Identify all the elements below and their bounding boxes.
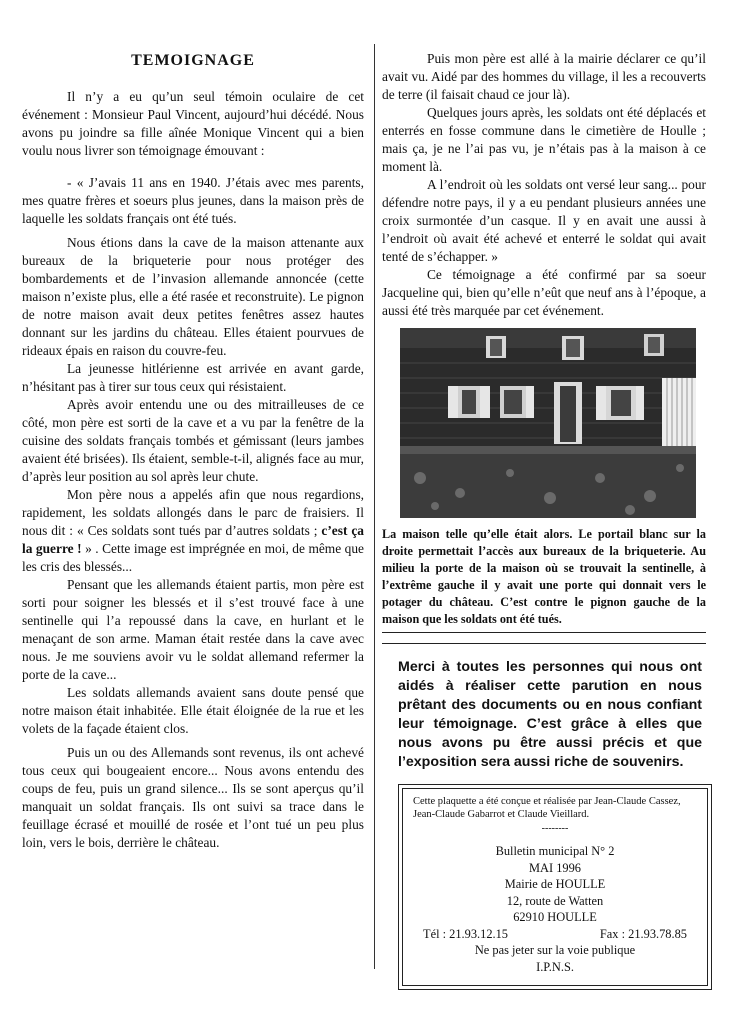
testimony-paragraph: Pensant que les allemands étaient partis, mon père est sorti pour soigner les blessés et il s’est trouvé face à une sentinelle qui l’a repoussé dans la cave, en hurlant et le menaçant de son arme. Maman était restée dans la cave avec nous. Je me souviens avoir vu le soldat allemand refermer la porte de la cave... bbox=[22, 577, 364, 682]
thanks-paragraph: Merci à toutes les personnes qui nous ont aidés à réaliser cette parution en nous prêtant des documents ou en nous confiant leur témoignage. C’est grâce à elles que nous avons pu être aussi précis et que l’exposition sera aussi riche de souvenirs. bbox=[398, 659, 702, 770]
fax-number: Fax : 21.93.78.85 bbox=[599, 926, 687, 941]
bulletin-inner bbox=[402, 788, 708, 986]
testimony-paragraph: Puis mon père est allé à la mairie déclarer ce qu’il avait vu. Aidé par des hommes du village, il les a recouverts de terre (il faisait chaud ce jour là). bbox=[382, 51, 706, 102]
house-photo-image bbox=[400, 328, 696, 518]
separator-dashes: -------- bbox=[541, 823, 569, 834]
street-address: 12, route de Watten bbox=[506, 893, 604, 908]
testimony-paragraph: Puis un ou des Allemands sont revenus, ils ont achevé tous ceux qui bougeaient encore... Nous avons entendu des coups de feu, puis un grand silence... Ils se sont aperçus qu’il manquait un soldat français. Ils ont suivi sa trace dans le feuillage écrasé et mouillé de rosée et l’ont tué un peu plus loin, vers le bois, derrière le château. bbox=[22, 745, 364, 850]
testimony-paragraph: Après avoir entendu une ou des mitrailleuses de ce côté, mon père est sorti de la cave et a vu par la fenêtre de la cuisine des soldats français tombés et gémissant (leurs jambes avaient été brisées). Ils étaient, semble-t-il, alignés face au mur, d’après leur position au sol après leur chute. bbox=[22, 397, 364, 484]
credit-text: Cette plaquette a été conçue et réalisée par Jean-Claude Cassez, Jean-Claude Gabarrot et Claude Vieillard. bbox=[413, 796, 681, 820]
testimony-paragraph: Ce témoignage a été confirmé par sa soeur Jacqueline qui, bien qu’elle n’eût que neuf ans à l’époque, a aussi été très marquée par cet événement. bbox=[382, 267, 706, 318]
phone-number: Tél : 21.93.12.15 bbox=[423, 926, 509, 941]
photo-caption: La maison telle qu’elle était alors. Le portail blanc sur la droite permettait l’accès aux bureaux de la briqueterie. Au milieu la porte de la maison où se trouvait la sentinelle, à l’extrême gauche il y avait une porte qui donnait vers le potager du château. C’est contre le pignon gauche de la maison que les soldats ont été tués. bbox=[382, 527, 706, 626]
contact-row bbox=[413, 926, 697, 943]
testimony-paragraph: Les soldats allemands avaient sans doute pensé que notre maison était inhabitée. Elle était éloignée de la rue et les volets de la façade étaient clos. bbox=[22, 685, 364, 736]
divider bbox=[382, 632, 706, 633]
bulletin-date: MAI 1996 bbox=[529, 860, 581, 875]
bulletin-box bbox=[398, 784, 712, 990]
right-column bbox=[382, 50, 706, 990]
city-address: 62910 HOULLE bbox=[513, 910, 597, 924]
testimony-paragraph: A l’endroit où les soldats ont versé leur sang... pour défendre notre pays, il y a eu pendant plusieurs années une croix surmontée d’un casque. Il y en avait une aussi à l’endroit où avait été achevé et enterré le soldat qui avait tenté de s’échapper. » bbox=[382, 177, 706, 264]
testimony-paragraph bbox=[22, 486, 364, 576]
page-title: TEMOIGNAGE bbox=[131, 52, 255, 69]
divider bbox=[382, 643, 706, 644]
testimony-paragraph: Quelques jours après, les soldats ont été déplacés et enterrés en fosse commune dans le cimetière de Houlle ; mais ça, je ne l’ai pas vu, je n’étais pas à la maison à ce moment là. bbox=[382, 105, 706, 174]
testimony-paragraph: - « J’avais 11 ans en 1940. J’étais avec mes parents, mes quatre frères et soeurs plus jeunes, dans la maison près de laquelle les soldats français ont été tués. bbox=[22, 175, 364, 226]
quote-text-end: » . Cette image est imprégnée en moi, de même que les cris des blessés... bbox=[22, 541, 364, 574]
mairie-name: Mairie de HOULLE bbox=[504, 877, 606, 891]
intro-paragraph: Il n’y a eu qu’un seul témoin oculaire de cet événement : Monsieur Paul Vincent, aujourd’hui décédé. Nous avons pu joindre sa fille aînée Monique Vincent qui a bien voulu nous livrer son témoignage émouvant : bbox=[22, 89, 364, 158]
testimony-paragraph: Nous étions dans la cave de la maison attenante aux bureaux de la briqueterie pour nous protéger des bombardements et de l’invasion allemande annoncée (cette maison n’existe plus, elle a été rasée et reconstruite). Le pignon de notre maison avait deux petites fenêtres assez hautes donnant sur les jardins du château. Elles étaient pourvues de rideaux épais en raison du couvre-feu. bbox=[22, 235, 364, 358]
house-photo bbox=[400, 328, 696, 518]
bulletin-name: Bulletin municipal N° 2 bbox=[495, 844, 615, 858]
ipns-text: I.P.N.S. bbox=[536, 959, 574, 974]
quote-emphasis: c’est ça la guerre ! bbox=[22, 523, 364, 556]
testimony-paragraph: La jeunesse hitlérienne est arrivée en avant garde, n’hésitant pas à tirer sur tous ceux qui résistaient. bbox=[22, 361, 364, 394]
left-column bbox=[22, 50, 364, 852]
quote-text: Mon père nous a appelés afin que nous regardions, rapidement, les soldats allongés dans le parc de fraisiers. Il nous dit : « Ces soldats sont tués par d’autres soldats ; bbox=[22, 487, 364, 538]
column-divider bbox=[374, 44, 375, 969]
notice-text: Ne pas jeter sur la voie publique bbox=[474, 943, 636, 957]
